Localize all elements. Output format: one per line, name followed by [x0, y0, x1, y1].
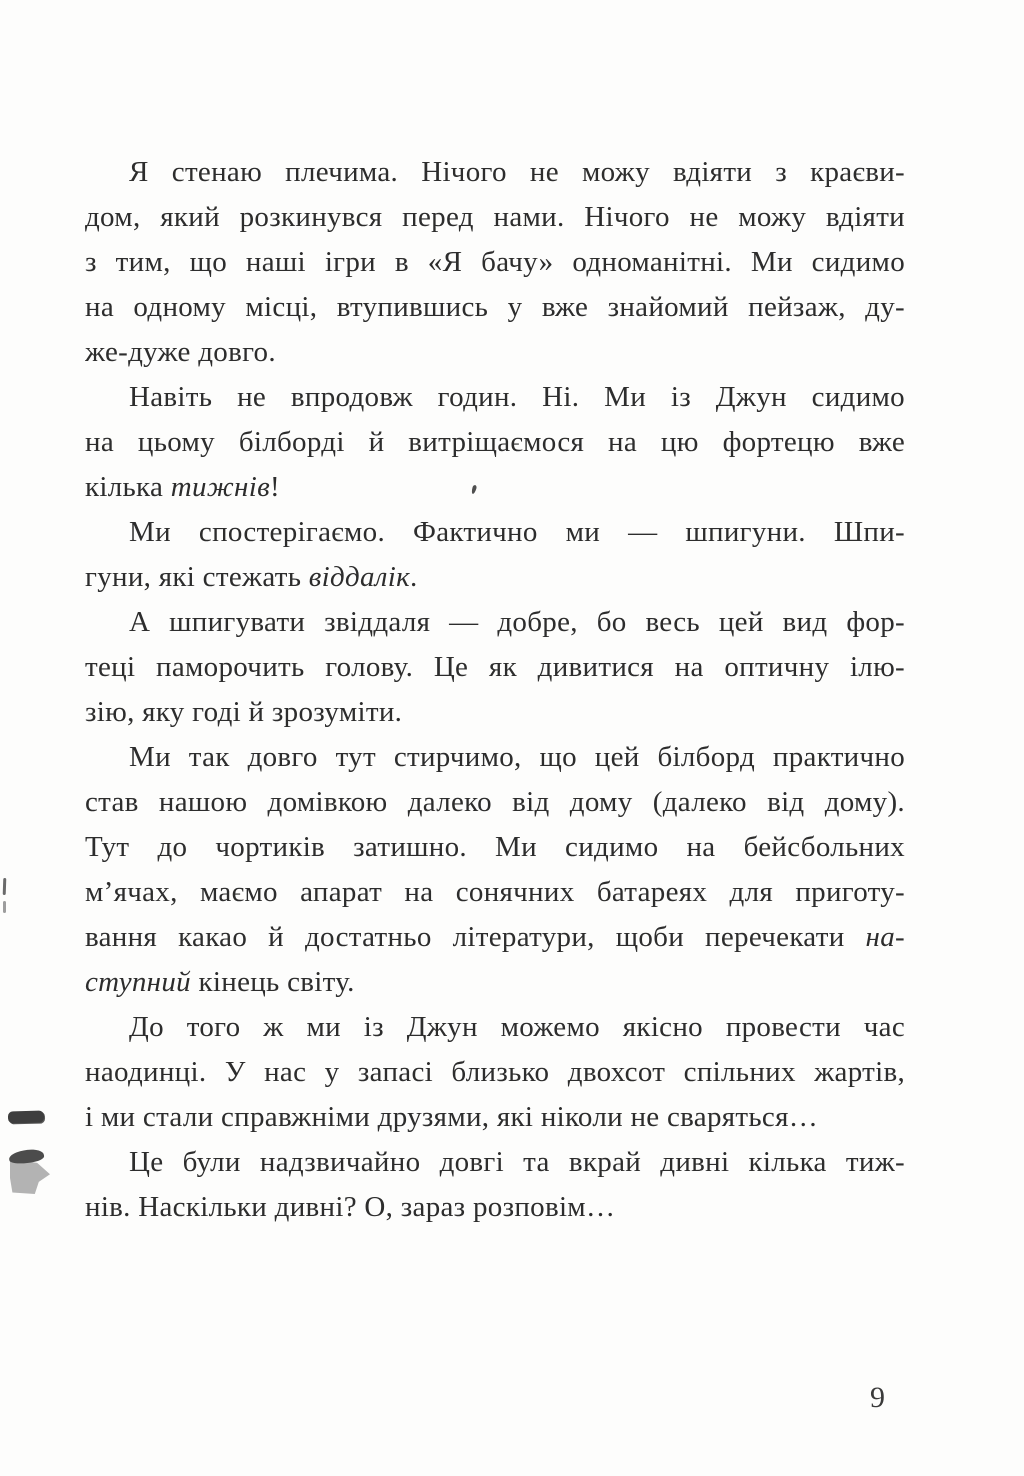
paragraph: [85, 510, 905, 600]
paragraph: [85, 600, 905, 735]
text-line: [85, 240, 905, 285]
page-number: 9: [870, 1381, 885, 1414]
text-line: [85, 735, 905, 780]
text-line: [85, 1050, 905, 1095]
paragraph: [85, 150, 905, 375]
body-text: До того ж ми із Джун можемо якісно провести час: [129, 1011, 905, 1043]
text-line: [85, 510, 905, 555]
text-line: [85, 1005, 905, 1050]
text-line: [85, 1140, 905, 1185]
paragraph: [85, 735, 905, 1005]
paragraph: [85, 375, 905, 510]
text-line: [85, 870, 905, 915]
scan-edge-tick-mark: [3, 901, 6, 913]
body-text: Тут до чортиків затишно. Ми сидимо на бейсбольних: [85, 831, 905, 863]
text-line: [85, 780, 905, 825]
body-text: теці паморочить голову. Це як дивитися на оптичну ілю-: [85, 651, 905, 683]
body-text: же-дуже довго.: [85, 336, 276, 368]
body-text: Ми так довго тут стирчимо, що цей білборд практично: [129, 741, 905, 773]
body-text: Навіть не впродовж годин. Ні. Ми із Джун сидимо: [129, 381, 905, 413]
text-line: [85, 150, 905, 195]
body-text: вання какао й достатньо літератури, щоби перечекати: [85, 921, 866, 953]
text-line: [85, 555, 905, 600]
text-line: [85, 330, 905, 375]
body-text: наодинці. У нас у запасі близько двохсот спільних жартів,: [85, 1056, 905, 1088]
text-line: [85, 960, 905, 1005]
italic-text: ступний: [85, 966, 191, 998]
text-line: [85, 420, 905, 465]
body-text: Це були надзвичайно довгі та вкрай дивні кілька тиж-: [129, 1146, 905, 1178]
scan-edge-tick-mark: [3, 878, 7, 895]
text-line: [85, 1185, 905, 1230]
body-text: !: [269, 471, 280, 503]
text-line: [85, 915, 905, 960]
scan-gray-blob-light: [10, 1156, 50, 1194]
body-text: .: [409, 561, 418, 593]
italic-text: віддалік: [308, 561, 410, 593]
text-line: [85, 375, 905, 420]
text-line: [85, 465, 905, 510]
body-text: кінець світу.: [190, 966, 355, 998]
paragraph: [85, 1140, 905, 1230]
body-text: на одному місці, втупившись у вже знайомий пейзаж, ду-: [85, 291, 905, 323]
body-text: Ми спостерігаємо. Фактично ми — шпигуни. Шпи-: [129, 516, 905, 548]
scan-ink-smudge: [8, 1111, 44, 1124]
text-line: [85, 1095, 905, 1140]
paragraph: [85, 1005, 905, 1140]
text-line: [85, 285, 905, 330]
scan-gray-blob-dark: [8, 1148, 44, 1165]
body-text: кілька: [85, 471, 171, 503]
body-text: Я стенаю плечима. Нічого не можу вдіяти з краєви-: [129, 156, 905, 188]
body-text: м’ячах, маємо апарат на сонячних батареях для приготу-: [85, 876, 905, 908]
body-text: А шпигувати звіддаля — добре, бо весь цей вид фор-: [129, 606, 905, 638]
italic-text: на-: [865, 921, 905, 953]
text-line: [85, 825, 905, 870]
text-line: [85, 195, 905, 240]
body-text: зію, яку годі й зрозуміти.: [85, 696, 403, 728]
body-text: і ми стали справжніми друзями, які ніколи не сваряться…: [85, 1101, 819, 1133]
body-text: став нашою домівкою далеко від дому (далеко від дому).: [85, 786, 905, 818]
text-line: [85, 690, 905, 735]
body-text: з тим, що наші ігри в «Я бачу» одноманітні. Ми сидимо: [85, 246, 905, 278]
text-line: [85, 600, 905, 645]
text-block: [85, 150, 905, 1230]
body-text: дом, який розкинувся перед нами. Нічого не можу вдіяти: [85, 201, 905, 233]
body-text: на цьому білборді й витріщаємося на цю фортецю вже: [85, 426, 905, 458]
text-line: [85, 645, 905, 690]
body-text: нів. Наскільки дивні? О, зараз розповім…: [85, 1191, 616, 1223]
body-text: гуни, які стежать: [85, 561, 309, 593]
italic-text: тижнів: [170, 471, 270, 503]
